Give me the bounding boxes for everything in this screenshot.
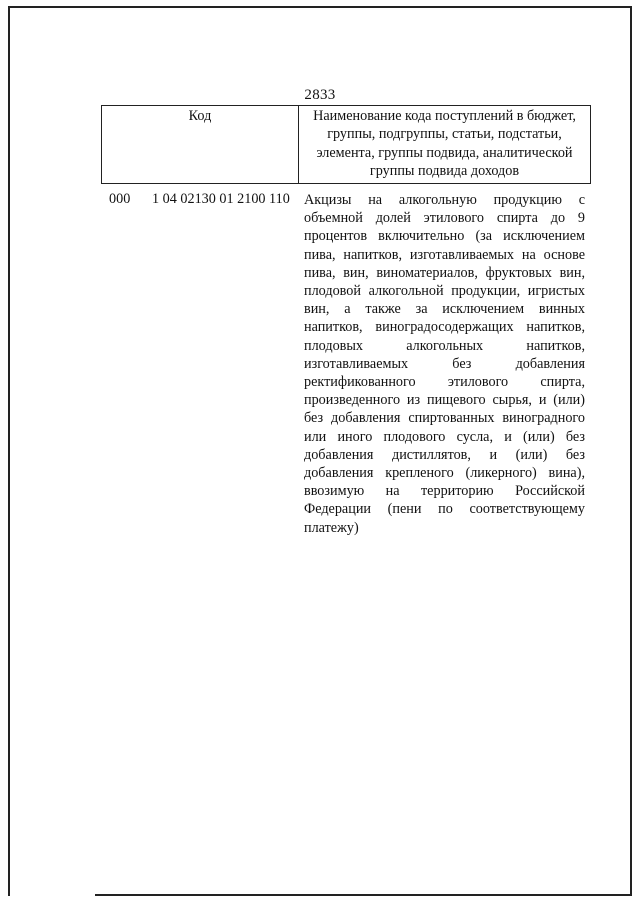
page-border-right	[630, 6, 632, 896]
page-number: 2833	[304, 87, 336, 103]
header-row	[102, 106, 591, 184]
page-border-top	[8, 6, 632, 8]
page-border-bottom	[95, 894, 632, 896]
code-column-header: Код	[102, 106, 299, 184]
page-border-left	[8, 6, 10, 896]
admin-code: 000	[109, 191, 131, 207]
header-table	[101, 105, 591, 184]
name-column-header: Наименование кода поступлений в бюджет, группы, подгруппы, статьи, подстатьи, элемента, группы подвида, аналитической группы подвида доходов	[299, 106, 591, 184]
budget-classification-code: 1 04 02130 01 2100 110	[152, 191, 290, 207]
revenue-description: Акцизы на алкогольную продукцию с объемной долей этилового спирта до 9 процентов включительно (за исключением пива, напитков, изготавливаемых на основе пива, вин, виноматериалов, фруктовых вин, плодовой алкогольной продукции, игристых вин, а также за исключением винных напитков, виноградосодержащих напитков, плодовых алкогольных напитков, изготавливаемых без добавления ректификованного этилового спирта, произведенного из пищевого сырья, и (или) без добавления спиртованных виноградного или иного плодового сусла, и (или) без добавления дистиллятов, и (или) без добавления крепленого (ликерного) вина), ввозимую на территорию Российской Федерации (пени по соответствующему платежу)	[304, 192, 585, 536]
